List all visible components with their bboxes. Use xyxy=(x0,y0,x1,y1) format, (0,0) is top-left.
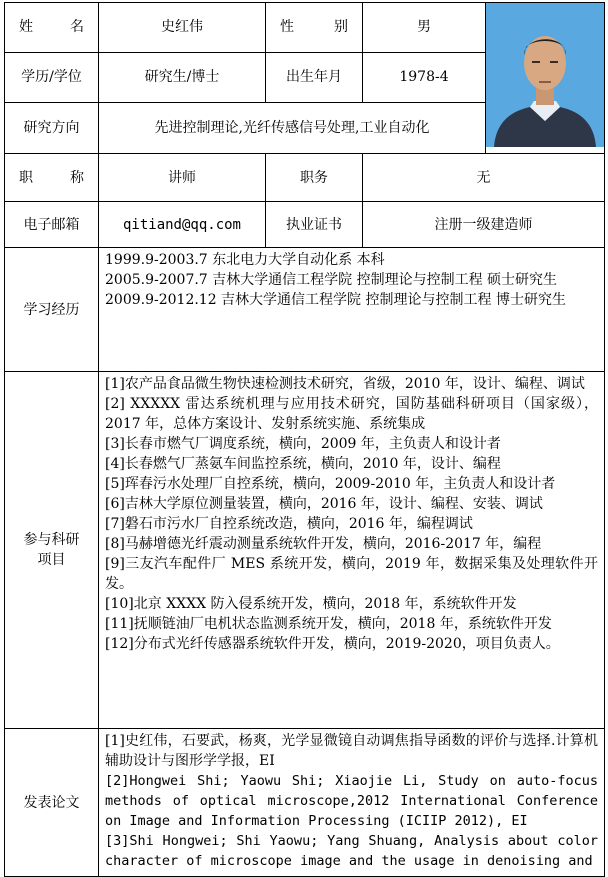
education-list xyxy=(99,248,605,372)
project-item: [5]珲春污水处理厂自控系统，横向，2009-2010 年，主负责人和设计者 xyxy=(105,476,556,492)
row-papers xyxy=(5,729,605,877)
portrait-photo xyxy=(486,3,604,147)
papers-list xyxy=(99,729,605,877)
project-item: [3]长春市燃气厂调度系统，横向，2009 年，主负责人和设计者 xyxy=(105,436,501,452)
papers-label: 发表论文 xyxy=(5,729,99,877)
research-value: 先进控制理论,光纤传感信号处理,工业自动化 xyxy=(99,103,486,154)
project-item: [1]农产品食品微生物快速检测技术研究，省级，2010 年，设计、编程、调试 xyxy=(105,376,585,392)
gender-value: 男 xyxy=(363,3,486,53)
email-label: 电子邮箱 xyxy=(5,202,99,248)
research-label: 研究方向 xyxy=(5,103,99,154)
row-email xyxy=(5,202,605,248)
birth-value: 1978-4 xyxy=(363,52,486,103)
education-label: 学习经历 xyxy=(5,248,99,372)
row-name xyxy=(5,3,605,53)
email-value: qitiand@qq.com xyxy=(99,202,266,248)
paper-item: [1]史红伟，石要武，杨爽，光学显微镜自动调焦指导函数的评价与选择.计算机辅助设计与图形学学报，EI xyxy=(105,733,598,769)
row-education xyxy=(5,248,605,372)
post-value: 无 xyxy=(363,154,605,202)
project-item: [7]磐石市污水厂自控系统改造，横向，2016 年，编程调试 xyxy=(105,516,473,532)
title-value: 讲师 xyxy=(99,154,266,202)
name-value: 史红伟 xyxy=(99,3,266,53)
photo-cell xyxy=(486,3,605,154)
resume-table xyxy=(4,2,605,877)
education-item: 2005.9-2007.7 吉林大学通信工程学院 控制理论与控制工程 硕士研究生 xyxy=(105,272,558,288)
projects-label xyxy=(5,372,99,729)
project-item: [4]长春燃气厂蒸氨车间监控系统，横向，2010 年，设计、编程 xyxy=(105,456,501,472)
row-title xyxy=(5,154,605,202)
project-item: [8]马赫增德光纤震动测量系统软件开发，横向，2016-2017 年，编程 xyxy=(105,536,542,552)
paper-item: [2]Hongwei Shi; Yaowu Shi; Xiaojie Li, Study on auto-focus methods of optical microscope,2012 International Conference on Image and Information Processing (ICIIP 2012), EI xyxy=(105,773,598,829)
portrait-icon xyxy=(486,3,604,147)
title-label: 职 称 xyxy=(5,154,99,202)
cert-label: 执业证书 xyxy=(266,202,363,248)
project-item: [11]抚顺链油厂电机状态监测系统开发，横向，2018 年，系统软件开发 xyxy=(105,616,552,632)
project-item: [9]三友汽车配件厂 MES 系统开发，横向，2019 年，数据采集及处理软件开发。 xyxy=(105,556,598,592)
post-label: 职务 xyxy=(266,154,363,202)
paper-item: [3]Shi Hongwei; Shi Yaowu; Yang Shuang, Analysis about color character of microscope image and the usage in denoising and xyxy=(105,833,598,869)
gender-label: 性 别 xyxy=(266,3,363,53)
projects-label-line1: 参与科研 xyxy=(23,532,80,548)
name-label: 姓 名 xyxy=(5,3,99,53)
project-item: [2] XXXXX 雷达系统机理与应用技术研究，国防基础科研项目（国家级），2017 年，总体方案设计、发射系统实施、系统集成 xyxy=(105,396,598,432)
degree-label: 学历/学位 xyxy=(5,52,99,103)
education-item: 2009.9-2012.12 吉林大学通信工程学院 控制理论与控制工程 博士研究生 xyxy=(105,292,566,308)
projects-list xyxy=(99,372,605,729)
project-item: [12]分布式光纤传感器系统软件开发，横向，2019-2020，项目负责人。 xyxy=(105,636,560,652)
row-projects xyxy=(5,372,605,729)
projects-label-line2: 项目 xyxy=(37,552,66,568)
project-item: [6]吉林大学原位测量装置，横向，2016 年，设计、编程、安装、调试 xyxy=(105,496,543,512)
project-item: [10]北京 XXXX 防入侵系统开发，横向，2018 年，系统软件开发 xyxy=(105,596,517,612)
education-item: 1999.9-2003.7 东北电力大学自动化系 本科 xyxy=(105,252,385,268)
degree-value: 研究生/博士 xyxy=(99,52,266,103)
birth-label: 出生年月 xyxy=(266,52,363,103)
cert-value: 注册一级建造师 xyxy=(363,202,605,248)
